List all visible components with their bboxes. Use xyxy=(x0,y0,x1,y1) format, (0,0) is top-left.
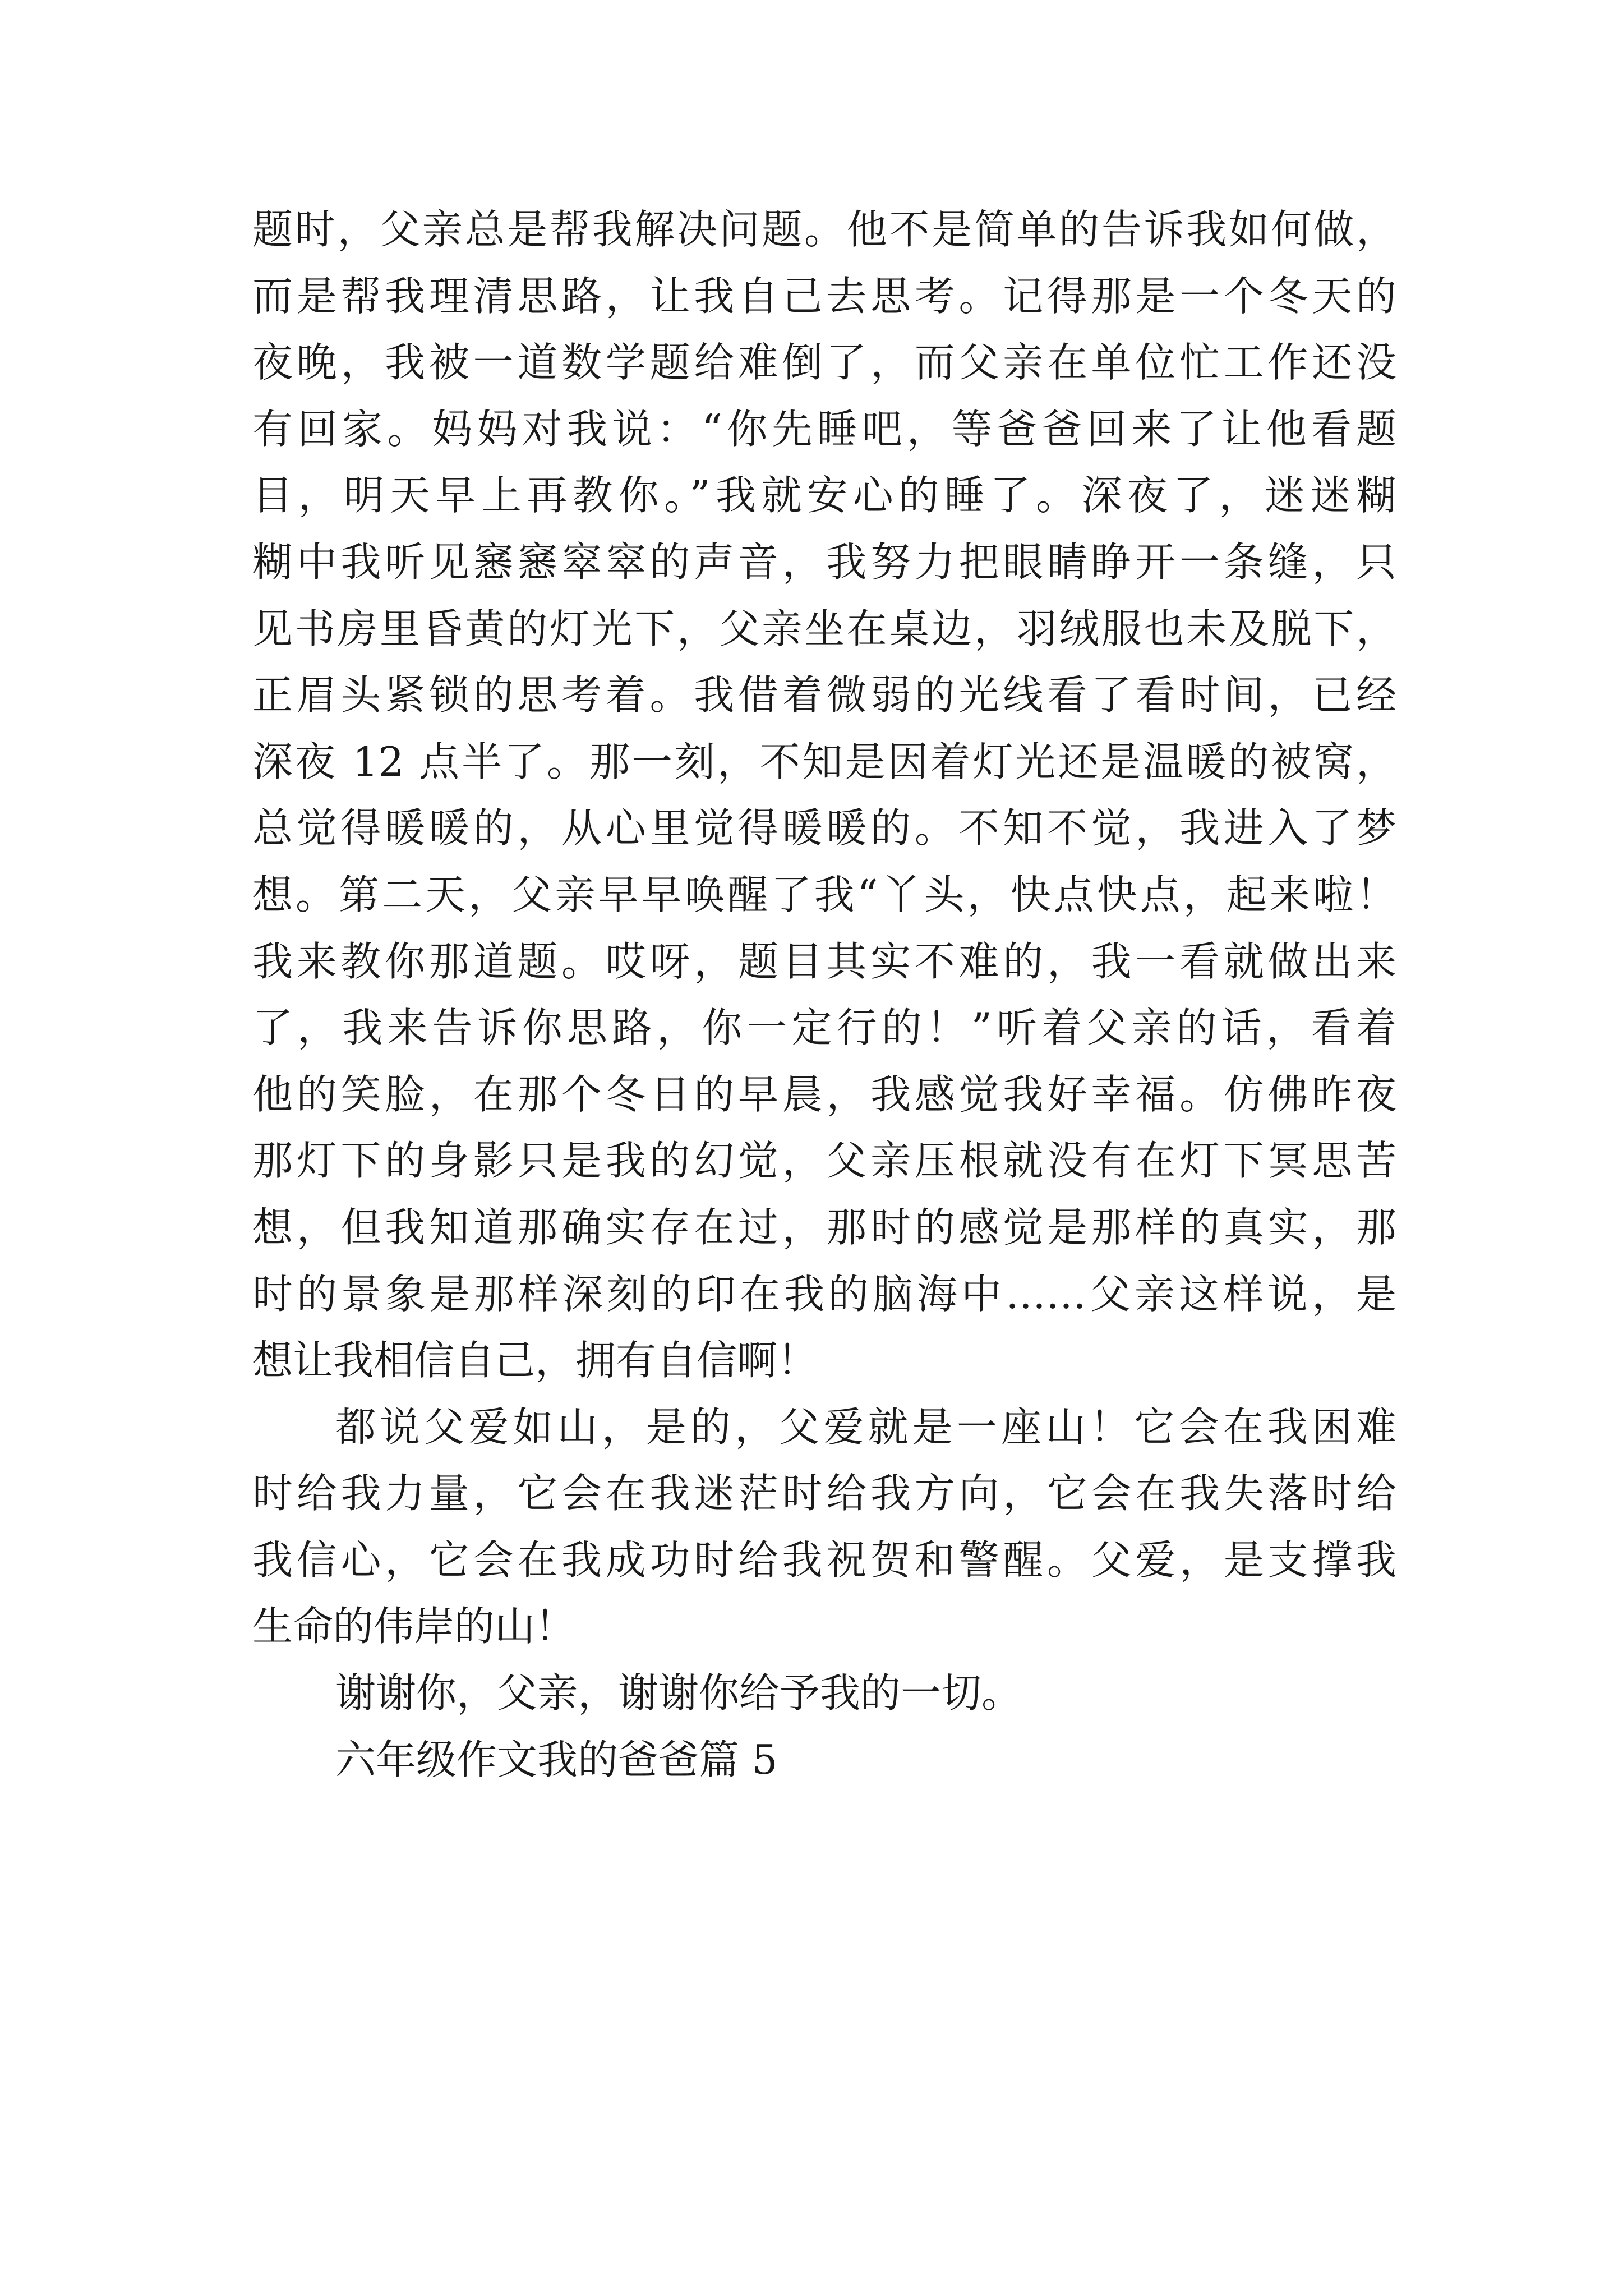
text-line: 都说父爱如山，是的，父爱就是一座山！它会在我困难 xyxy=(335,1403,1396,1451)
text-line: 时给我力量，它会在我迷茫时给我方向，它会在我失落时给 xyxy=(252,1470,1396,1517)
text-line: 谢谢你，父亲，谢谢你给予我的一切。 xyxy=(335,1669,1022,1717)
text-line: 夜晚，我被一道数学题给难倒了，而父亲在单位忙工作还没 xyxy=(252,339,1396,386)
text-line: 深夜 12 点半了。那一刻，不知是因着灯光还是温暖的被窝， xyxy=(252,738,1396,785)
text-line: 生命的伟岸的山！ xyxy=(252,1603,576,1650)
paragraph-mountain xyxy=(252,1394,1396,1660)
text-line: 有回家。妈妈对我说：“你先睡吧，等爸爸回来了让他看题 xyxy=(252,405,1396,453)
text-line: 时的景象是那样深刻的印在我的脑海中……父亲这样说，是 xyxy=(252,1270,1396,1318)
text-line: 目，明天早上再教你。”我就安心的睡了。深夜了，迷迷糊 xyxy=(252,472,1396,519)
text-line: 想，但我知道那确实存在过，那时的感觉是那样的真实，那 xyxy=(252,1203,1396,1251)
text-line: 见书房里昏黄的灯光下，父亲坐在桌边，羽绒服也未及脱下， xyxy=(252,605,1396,652)
text-line: 我信心，它会在我成功时给我祝贺和警醒。父爱，是支撑我 xyxy=(252,1536,1396,1584)
text-line: 正眉头紧锁的思考着。我借着微弱的光线看了看时间，已经 xyxy=(252,671,1396,719)
section-heading: 六年级作文我的爸爸篇 5 xyxy=(335,1736,778,1783)
text-line: 了，我来告诉你思路，你一定行的！”听着父亲的话，看着 xyxy=(252,1004,1396,1052)
paragraph-thanks xyxy=(252,1660,1396,1727)
text-line: 而是帮我理清思路，让我自己去思考。记得那是一个冬天的 xyxy=(252,272,1396,320)
text-line: 题时，父亲总是帮我解决问题。他不是简单的告诉我如何做， xyxy=(252,206,1396,253)
text-line: 那灯下的身影只是我的幻觉，父亲压根就没有在灯下冥思苦 xyxy=(252,1137,1396,1185)
next-section-heading xyxy=(252,1727,1396,1793)
text-line: 糊中我听见窸窸窣窣的声音，我努力把眼睛睁开一条缝，只 xyxy=(252,538,1396,586)
body-text xyxy=(252,196,1396,1793)
text-line: 总觉得暖暖的，从心里觉得暖暖的。不知不觉，我进入了梦 xyxy=(252,804,1396,852)
text-line: 我来教你那道题。哎呀，题目其实不难的，我一看就做出来 xyxy=(252,937,1396,985)
text-line: 想让我相信自己，拥有自信啊！ xyxy=(252,1337,818,1384)
paragraph-continuation xyxy=(252,196,1396,1394)
text-line: 想。第二天，父亲早早唤醒了我“丫头，快点快点，起来啦！ xyxy=(252,871,1396,918)
text-line: 他的笑脸，在那个冬日的早晨，我感觉我好幸福。仿佛昨夜 xyxy=(252,1070,1396,1118)
